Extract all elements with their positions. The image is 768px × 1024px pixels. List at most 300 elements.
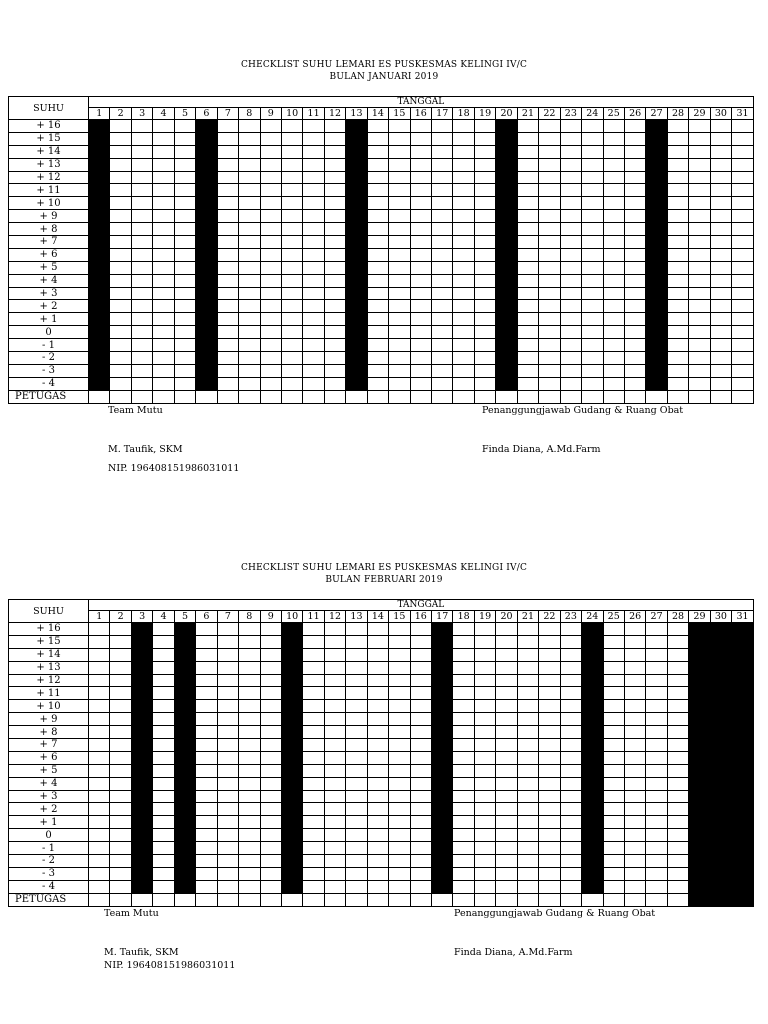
check-cell[interactable] bbox=[539, 171, 560, 184]
petugas-cell[interactable] bbox=[217, 893, 238, 906]
check-cell[interactable] bbox=[131, 171, 152, 184]
check-cell[interactable] bbox=[432, 236, 453, 249]
check-cell[interactable] bbox=[260, 261, 281, 274]
check-cell[interactable] bbox=[496, 764, 517, 777]
check-cell[interactable] bbox=[496, 687, 517, 700]
check-cell[interactable] bbox=[153, 287, 174, 300]
check-cell[interactable] bbox=[410, 364, 431, 377]
check-cell[interactable] bbox=[539, 158, 560, 171]
check-cell[interactable] bbox=[217, 145, 238, 158]
check-cell[interactable] bbox=[410, 661, 431, 674]
check-cell[interactable] bbox=[260, 842, 281, 855]
check-cell[interactable] bbox=[624, 880, 645, 893]
check-cell[interactable] bbox=[324, 236, 345, 249]
check-cell[interactable] bbox=[560, 842, 581, 855]
check-cell[interactable] bbox=[239, 751, 260, 764]
check-cell[interactable] bbox=[303, 261, 324, 274]
check-cell[interactable] bbox=[432, 184, 453, 197]
check-cell[interactable] bbox=[260, 158, 281, 171]
check-cell[interactable] bbox=[303, 635, 324, 648]
check-cell[interactable] bbox=[260, 687, 281, 700]
check-cell[interactable] bbox=[281, 364, 302, 377]
check-cell[interactable] bbox=[110, 236, 131, 249]
check-cell[interactable] bbox=[389, 764, 410, 777]
check-cell[interactable] bbox=[603, 661, 624, 674]
petugas-cell[interactable] bbox=[367, 893, 388, 906]
check-cell[interactable] bbox=[710, 352, 731, 365]
check-cell[interactable] bbox=[410, 816, 431, 829]
check-cell[interactable] bbox=[624, 855, 645, 868]
check-cell[interactable] bbox=[174, 364, 195, 377]
check-cell[interactable] bbox=[646, 751, 667, 764]
check-cell[interactable] bbox=[239, 880, 260, 893]
check-cell[interactable] bbox=[624, 751, 645, 764]
check-cell[interactable] bbox=[539, 236, 560, 249]
check-cell[interactable] bbox=[174, 158, 195, 171]
check-cell[interactable] bbox=[410, 248, 431, 261]
check-cell[interactable] bbox=[303, 842, 324, 855]
check-cell[interactable] bbox=[346, 739, 367, 752]
check-cell[interactable] bbox=[410, 339, 431, 352]
check-cell[interactable] bbox=[367, 816, 388, 829]
check-cell[interactable] bbox=[732, 120, 754, 133]
petugas-cell[interactable] bbox=[667, 893, 688, 906]
check-cell[interactable] bbox=[689, 377, 710, 390]
check-cell[interactable] bbox=[367, 803, 388, 816]
check-cell[interactable] bbox=[517, 197, 538, 210]
check-cell[interactable] bbox=[281, 158, 302, 171]
check-cell[interactable] bbox=[389, 132, 410, 145]
check-cell[interactable] bbox=[646, 842, 667, 855]
check-cell[interactable] bbox=[303, 132, 324, 145]
check-cell[interactable] bbox=[89, 635, 110, 648]
check-cell[interactable] bbox=[432, 120, 453, 133]
check-cell[interactable] bbox=[260, 674, 281, 687]
check-cell[interactable] bbox=[346, 648, 367, 661]
check-cell[interactable] bbox=[410, 132, 431, 145]
check-cell[interactable] bbox=[153, 739, 174, 752]
check-cell[interactable] bbox=[153, 713, 174, 726]
check-cell[interactable] bbox=[453, 635, 474, 648]
check-cell[interactable] bbox=[110, 171, 131, 184]
check-cell[interactable] bbox=[389, 236, 410, 249]
check-cell[interactable] bbox=[410, 261, 431, 274]
check-cell[interactable] bbox=[453, 158, 474, 171]
check-cell[interactable] bbox=[239, 158, 260, 171]
check-cell[interactable] bbox=[517, 223, 538, 236]
check-cell[interactable] bbox=[174, 274, 195, 287]
check-cell[interactable] bbox=[239, 339, 260, 352]
check-cell[interactable] bbox=[260, 364, 281, 377]
check-cell[interactable] bbox=[667, 842, 688, 855]
check-cell[interactable] bbox=[217, 739, 238, 752]
check-cell[interactable] bbox=[624, 635, 645, 648]
check-cell[interactable] bbox=[153, 661, 174, 674]
check-cell[interactable] bbox=[131, 352, 152, 365]
check-cell[interactable] bbox=[474, 674, 495, 687]
check-cell[interactable] bbox=[646, 867, 667, 880]
check-cell[interactable] bbox=[153, 829, 174, 842]
check-cell[interactable] bbox=[667, 648, 688, 661]
check-cell[interactable] bbox=[217, 880, 238, 893]
check-cell[interactable] bbox=[689, 236, 710, 249]
check-cell[interactable] bbox=[603, 352, 624, 365]
check-cell[interactable] bbox=[389, 880, 410, 893]
check-cell[interactable] bbox=[667, 352, 688, 365]
check-cell[interactable] bbox=[410, 880, 431, 893]
check-cell[interactable] bbox=[496, 790, 517, 803]
check-cell[interactable] bbox=[517, 739, 538, 752]
check-cell[interactable] bbox=[689, 132, 710, 145]
check-cell[interactable] bbox=[453, 855, 474, 868]
petugas-cell[interactable] bbox=[667, 390, 688, 403]
check-cell[interactable] bbox=[710, 339, 731, 352]
check-cell[interactable] bbox=[517, 261, 538, 274]
check-cell[interactable] bbox=[474, 739, 495, 752]
check-cell[interactable] bbox=[539, 803, 560, 816]
check-cell[interactable] bbox=[217, 661, 238, 674]
check-cell[interactable] bbox=[367, 751, 388, 764]
check-cell[interactable] bbox=[539, 313, 560, 326]
check-cell[interactable] bbox=[667, 803, 688, 816]
check-cell[interactable] bbox=[667, 364, 688, 377]
check-cell[interactable] bbox=[624, 739, 645, 752]
check-cell[interactable] bbox=[710, 377, 731, 390]
check-cell[interactable] bbox=[260, 184, 281, 197]
check-cell[interactable] bbox=[517, 855, 538, 868]
check-cell[interactable] bbox=[239, 261, 260, 274]
check-cell[interactable] bbox=[432, 261, 453, 274]
check-cell[interactable] bbox=[153, 674, 174, 687]
check-cell[interactable] bbox=[624, 364, 645, 377]
check-cell[interactable] bbox=[217, 764, 238, 777]
check-cell[interactable] bbox=[539, 739, 560, 752]
check-cell[interactable] bbox=[453, 687, 474, 700]
check-cell[interactable] bbox=[324, 313, 345, 326]
check-cell[interactable] bbox=[689, 145, 710, 158]
check-cell[interactable] bbox=[367, 739, 388, 752]
check-cell[interactable] bbox=[582, 184, 603, 197]
check-cell[interactable] bbox=[324, 842, 345, 855]
check-cell[interactable] bbox=[110, 132, 131, 145]
check-cell[interactable] bbox=[389, 739, 410, 752]
check-cell[interactable] bbox=[281, 326, 302, 339]
check-cell[interactable] bbox=[410, 352, 431, 365]
check-cell[interactable] bbox=[217, 377, 238, 390]
check-cell[interactable] bbox=[389, 790, 410, 803]
check-cell[interactable] bbox=[603, 635, 624, 648]
check-cell[interactable] bbox=[603, 713, 624, 726]
check-cell[interactable] bbox=[474, 287, 495, 300]
check-cell[interactable] bbox=[474, 751, 495, 764]
check-cell[interactable] bbox=[389, 803, 410, 816]
check-cell[interactable] bbox=[517, 700, 538, 713]
check-cell[interactable] bbox=[582, 158, 603, 171]
check-cell[interactable] bbox=[732, 287, 754, 300]
check-cell[interactable] bbox=[474, 145, 495, 158]
check-cell[interactable] bbox=[732, 184, 754, 197]
check-cell[interactable] bbox=[646, 816, 667, 829]
check-cell[interactable] bbox=[582, 313, 603, 326]
check-cell[interactable] bbox=[410, 726, 431, 739]
check-cell[interactable] bbox=[389, 274, 410, 287]
check-cell[interactable] bbox=[667, 764, 688, 777]
check-cell[interactable] bbox=[281, 300, 302, 313]
check-cell[interactable] bbox=[239, 790, 260, 803]
check-cell[interactable] bbox=[710, 171, 731, 184]
check-cell[interactable] bbox=[217, 132, 238, 145]
check-cell[interactable] bbox=[110, 751, 131, 764]
check-cell[interactable] bbox=[624, 842, 645, 855]
check-cell[interactable] bbox=[560, 777, 581, 790]
check-cell[interactable] bbox=[624, 867, 645, 880]
check-cell[interactable] bbox=[303, 364, 324, 377]
check-cell[interactable] bbox=[410, 236, 431, 249]
check-cell[interactable] bbox=[89, 751, 110, 764]
check-cell[interactable] bbox=[196, 790, 217, 803]
check-cell[interactable] bbox=[153, 300, 174, 313]
check-cell[interactable] bbox=[624, 197, 645, 210]
check-cell[interactable] bbox=[303, 377, 324, 390]
check-cell[interactable] bbox=[517, 635, 538, 648]
check-cell[interactable] bbox=[196, 867, 217, 880]
check-cell[interactable] bbox=[260, 223, 281, 236]
check-cell[interactable] bbox=[131, 184, 152, 197]
check-cell[interactable] bbox=[732, 158, 754, 171]
check-cell[interactable] bbox=[389, 210, 410, 223]
check-cell[interactable] bbox=[603, 803, 624, 816]
check-cell[interactable] bbox=[131, 326, 152, 339]
check-cell[interactable] bbox=[346, 790, 367, 803]
check-cell[interactable] bbox=[153, 248, 174, 261]
check-cell[interactable] bbox=[153, 803, 174, 816]
check-cell[interactable] bbox=[281, 184, 302, 197]
check-cell[interactable] bbox=[582, 236, 603, 249]
check-cell[interactable] bbox=[474, 364, 495, 377]
check-cell[interactable] bbox=[732, 377, 754, 390]
check-cell[interactable] bbox=[667, 867, 688, 880]
check-cell[interactable] bbox=[346, 726, 367, 739]
check-cell[interactable] bbox=[453, 210, 474, 223]
check-cell[interactable] bbox=[110, 326, 131, 339]
check-cell[interactable] bbox=[667, 739, 688, 752]
check-cell[interactable] bbox=[260, 855, 281, 868]
check-cell[interactable] bbox=[324, 287, 345, 300]
check-cell[interactable] bbox=[603, 210, 624, 223]
check-cell[interactable] bbox=[689, 210, 710, 223]
check-cell[interactable] bbox=[689, 261, 710, 274]
check-cell[interactable] bbox=[217, 313, 238, 326]
check-cell[interactable] bbox=[667, 274, 688, 287]
check-cell[interactable] bbox=[410, 777, 431, 790]
check-cell[interactable] bbox=[539, 648, 560, 661]
check-cell[interactable] bbox=[196, 816, 217, 829]
check-cell[interactable] bbox=[539, 880, 560, 893]
check-cell[interactable] bbox=[174, 339, 195, 352]
check-cell[interactable] bbox=[303, 700, 324, 713]
check-cell[interactable] bbox=[303, 171, 324, 184]
check-cell[interactable] bbox=[710, 261, 731, 274]
check-cell[interactable] bbox=[517, 287, 538, 300]
check-cell[interactable] bbox=[389, 777, 410, 790]
check-cell[interactable] bbox=[432, 313, 453, 326]
check-cell[interactable] bbox=[260, 751, 281, 764]
check-cell[interactable] bbox=[689, 197, 710, 210]
check-cell[interactable] bbox=[732, 197, 754, 210]
check-cell[interactable] bbox=[217, 829, 238, 842]
check-cell[interactable] bbox=[453, 377, 474, 390]
check-cell[interactable] bbox=[367, 726, 388, 739]
check-cell[interactable] bbox=[324, 726, 345, 739]
check-cell[interactable] bbox=[667, 210, 688, 223]
check-cell[interactable] bbox=[131, 313, 152, 326]
petugas-cell[interactable] bbox=[89, 390, 110, 403]
check-cell[interactable] bbox=[110, 842, 131, 855]
check-cell[interactable] bbox=[732, 364, 754, 377]
check-cell[interactable] bbox=[303, 120, 324, 133]
check-cell[interactable] bbox=[196, 648, 217, 661]
check-cell[interactable] bbox=[303, 713, 324, 726]
check-cell[interactable] bbox=[603, 158, 624, 171]
check-cell[interactable] bbox=[646, 635, 667, 648]
petugas-cell[interactable] bbox=[239, 893, 260, 906]
check-cell[interactable] bbox=[389, 867, 410, 880]
check-cell[interactable] bbox=[453, 867, 474, 880]
petugas-cell[interactable] bbox=[174, 893, 195, 906]
check-cell[interactable] bbox=[667, 816, 688, 829]
check-cell[interactable] bbox=[453, 300, 474, 313]
check-cell[interactable] bbox=[324, 120, 345, 133]
check-cell[interactable] bbox=[517, 648, 538, 661]
check-cell[interactable] bbox=[324, 171, 345, 184]
check-cell[interactable] bbox=[110, 687, 131, 700]
check-cell[interactable] bbox=[560, 300, 581, 313]
check-cell[interactable] bbox=[410, 867, 431, 880]
check-cell[interactable] bbox=[217, 674, 238, 687]
check-cell[interactable] bbox=[389, 661, 410, 674]
check-cell[interactable] bbox=[539, 326, 560, 339]
check-cell[interactable] bbox=[603, 197, 624, 210]
check-cell[interactable] bbox=[603, 648, 624, 661]
check-cell[interactable] bbox=[560, 674, 581, 687]
check-cell[interactable] bbox=[389, 248, 410, 261]
check-cell[interactable] bbox=[432, 158, 453, 171]
check-cell[interactable] bbox=[110, 790, 131, 803]
check-cell[interactable] bbox=[281, 132, 302, 145]
check-cell[interactable] bbox=[389, 700, 410, 713]
check-cell[interactable] bbox=[517, 880, 538, 893]
check-cell[interactable] bbox=[303, 687, 324, 700]
check-cell[interactable] bbox=[603, 623, 624, 636]
check-cell[interactable] bbox=[624, 713, 645, 726]
check-cell[interactable] bbox=[603, 287, 624, 300]
check-cell[interactable] bbox=[667, 120, 688, 133]
check-cell[interactable] bbox=[239, 313, 260, 326]
check-cell[interactable] bbox=[239, 364, 260, 377]
petugas-cell[interactable] bbox=[196, 390, 217, 403]
check-cell[interactable] bbox=[539, 184, 560, 197]
check-cell[interactable] bbox=[346, 880, 367, 893]
check-cell[interactable] bbox=[624, 790, 645, 803]
check-cell[interactable] bbox=[260, 764, 281, 777]
check-cell[interactable] bbox=[432, 223, 453, 236]
check-cell[interactable] bbox=[603, 880, 624, 893]
check-cell[interactable] bbox=[539, 377, 560, 390]
check-cell[interactable] bbox=[110, 145, 131, 158]
check-cell[interactable] bbox=[89, 764, 110, 777]
check-cell[interactable] bbox=[174, 236, 195, 249]
check-cell[interactable] bbox=[689, 274, 710, 287]
check-cell[interactable] bbox=[667, 313, 688, 326]
check-cell[interactable] bbox=[560, 867, 581, 880]
check-cell[interactable] bbox=[539, 661, 560, 674]
check-cell[interactable] bbox=[603, 855, 624, 868]
check-cell[interactable] bbox=[732, 339, 754, 352]
check-cell[interactable] bbox=[239, 132, 260, 145]
check-cell[interactable] bbox=[110, 248, 131, 261]
check-cell[interactable] bbox=[582, 300, 603, 313]
check-cell[interactable] bbox=[217, 352, 238, 365]
check-cell[interactable] bbox=[732, 145, 754, 158]
check-cell[interactable] bbox=[174, 132, 195, 145]
check-cell[interactable] bbox=[346, 777, 367, 790]
check-cell[interactable] bbox=[560, 223, 581, 236]
check-cell[interactable] bbox=[153, 880, 174, 893]
petugas-cell[interactable] bbox=[496, 390, 517, 403]
check-cell[interactable] bbox=[560, 158, 581, 171]
check-cell[interactable] bbox=[324, 880, 345, 893]
check-cell[interactable] bbox=[217, 803, 238, 816]
check-cell[interactable] bbox=[474, 210, 495, 223]
check-cell[interactable] bbox=[517, 623, 538, 636]
check-cell[interactable] bbox=[732, 171, 754, 184]
check-cell[interactable] bbox=[346, 635, 367, 648]
check-cell[interactable] bbox=[453, 880, 474, 893]
check-cell[interactable] bbox=[260, 700, 281, 713]
petugas-cell[interactable] bbox=[453, 893, 474, 906]
check-cell[interactable] bbox=[324, 687, 345, 700]
check-cell[interactable] bbox=[239, 197, 260, 210]
check-cell[interactable] bbox=[324, 648, 345, 661]
check-cell[interactable] bbox=[474, 158, 495, 171]
petugas-cell[interactable] bbox=[89, 893, 110, 906]
check-cell[interactable] bbox=[110, 120, 131, 133]
check-cell[interactable] bbox=[560, 635, 581, 648]
check-cell[interactable] bbox=[539, 790, 560, 803]
check-cell[interactable] bbox=[539, 842, 560, 855]
check-cell[interactable] bbox=[281, 274, 302, 287]
check-cell[interactable] bbox=[410, 739, 431, 752]
check-cell[interactable] bbox=[346, 803, 367, 816]
check-cell[interactable] bbox=[217, 790, 238, 803]
check-cell[interactable] bbox=[539, 248, 560, 261]
check-cell[interactable] bbox=[474, 764, 495, 777]
check-cell[interactable] bbox=[474, 880, 495, 893]
check-cell[interactable] bbox=[710, 120, 731, 133]
check-cell[interactable] bbox=[539, 223, 560, 236]
check-cell[interactable] bbox=[174, 171, 195, 184]
check-cell[interactable] bbox=[646, 726, 667, 739]
check-cell[interactable] bbox=[517, 790, 538, 803]
check-cell[interactable] bbox=[217, 236, 238, 249]
check-cell[interactable] bbox=[217, 364, 238, 377]
check-cell[interactable] bbox=[389, 145, 410, 158]
check-cell[interactable] bbox=[474, 120, 495, 133]
check-cell[interactable] bbox=[153, 751, 174, 764]
check-cell[interactable] bbox=[453, 352, 474, 365]
check-cell[interactable] bbox=[281, 377, 302, 390]
check-cell[interactable] bbox=[582, 120, 603, 133]
